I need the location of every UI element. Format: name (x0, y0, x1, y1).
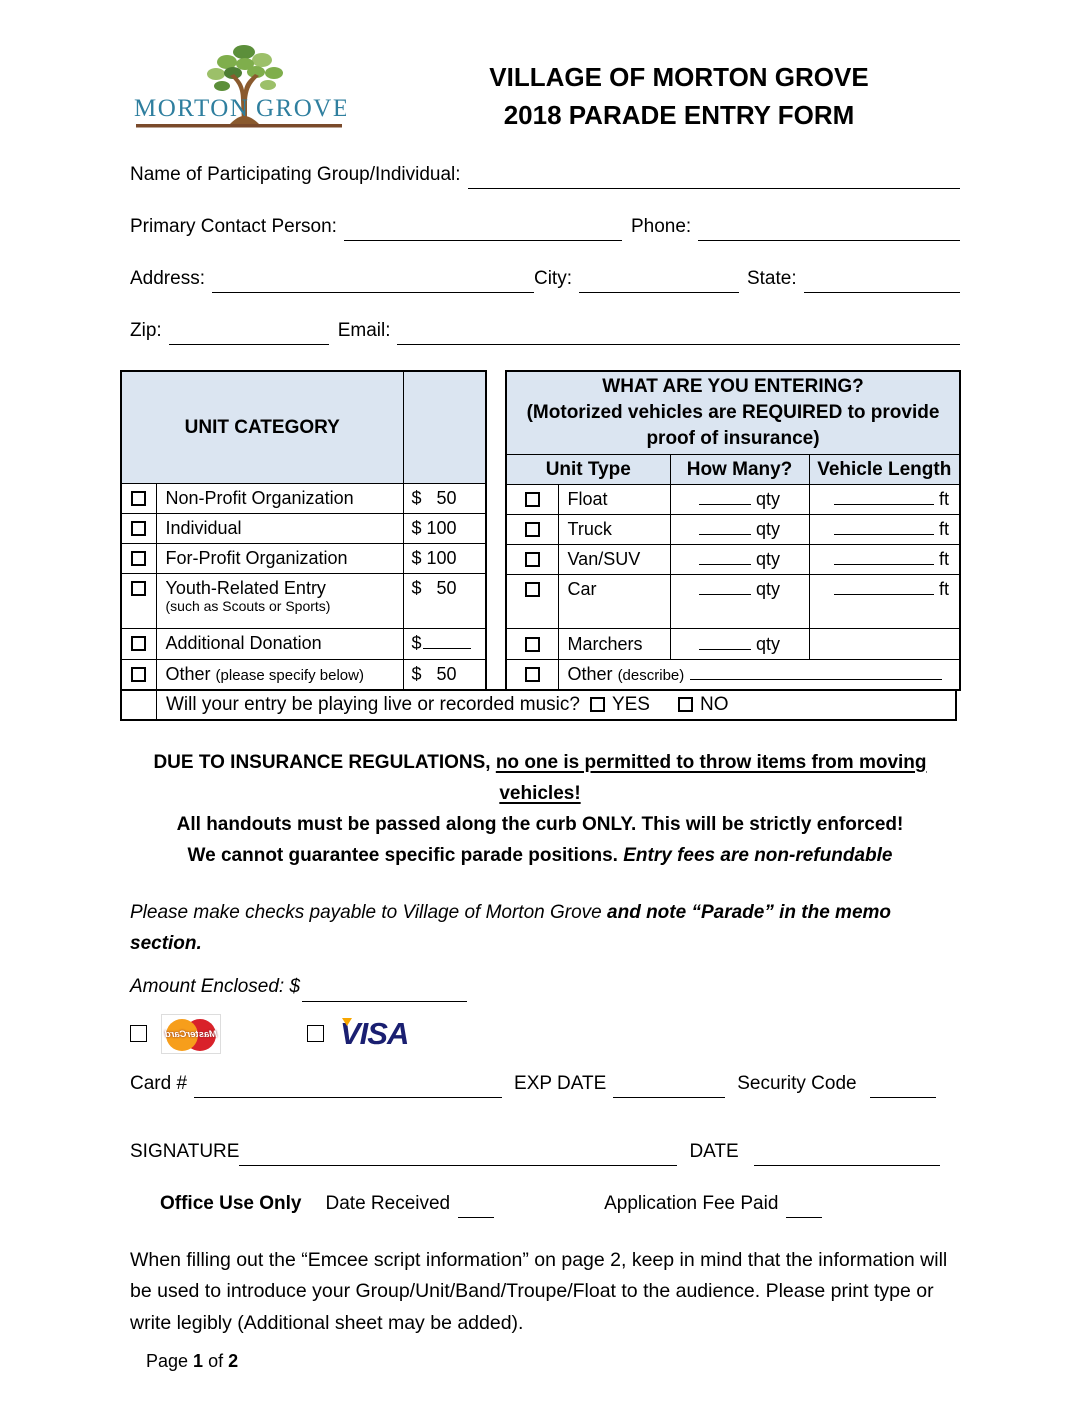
table-row (121, 574, 486, 628)
mastercard-logo: MasterCard (161, 1014, 221, 1054)
page-title (464, 40, 894, 142)
morton-grove-logo (134, 40, 346, 140)
yes-label: YES (611, 693, 650, 715)
date-received-label: Date Received (325, 1192, 451, 1214)
row-label: Truck (558, 515, 670, 545)
amount-input-line[interactable] (302, 992, 467, 1002)
primary-contact-row (130, 214, 960, 242)
table-row: Truck qty ft (506, 515, 960, 545)
row-price: $ 100 (403, 514, 486, 544)
phone-label: Phone: (630, 216, 692, 237)
checks-note: Please make checks payable to Village of Morton Grove and note “Parade” in the memo section. (130, 901, 892, 954)
page-title-line2: 2018 PARADE ENTRY FORM (503, 100, 855, 130)
row-note: (describe) (617, 666, 685, 684)
other-describe-line[interactable] (690, 666, 942, 680)
col-header-vehicle-length: Vehicle Length (809, 455, 960, 485)
insurance-notice (120, 747, 960, 871)
notice-line1: DUE TO INSURANCE REGULATIONS, no one is permitted to throw items from moving vehicles! (153, 751, 927, 804)
yes-checkbox[interactable] (590, 697, 605, 712)
security-code-label: Security Code (737, 1072, 857, 1094)
van-length-line[interactable] (834, 551, 934, 565)
email-label: Email: (337, 320, 391, 341)
notice-underlined: no one is permitted to throw items from moving vehicles! (495, 751, 927, 804)
row-price: $ 50 (403, 484, 486, 514)
primary-contact-input-line[interactable] (344, 231, 622, 241)
group-name-label: Name of Participating Group/Individual: (130, 164, 461, 185)
entering-table (505, 370, 961, 691)
donation-amount-line[interactable] (423, 635, 471, 649)
zip-input-line[interactable] (169, 335, 329, 345)
row-label: Van/SUV (558, 545, 670, 575)
checkbox-van-suv[interactable] (525, 552, 540, 567)
signature-label: SIGNATURE (130, 1140, 240, 1162)
table-row (121, 544, 486, 574)
row-label: Float (558, 485, 670, 515)
card-number-label: Card # (130, 1072, 188, 1094)
page-header (120, 40, 960, 142)
city-input-line[interactable] (579, 283, 739, 293)
row-sublabel: (such as Scouts or Sports) (165, 598, 331, 615)
truck-qty-line[interactable] (699, 521, 751, 535)
checkbox-non-profit[interactable] (131, 491, 146, 506)
notice-italic: Entry fees are non-refundable (623, 844, 893, 866)
address-input-line[interactable] (212, 283, 534, 293)
notice-line3: We cannot guarantee specific parade positions. Entry fees are non-refundable (187, 844, 893, 866)
date-input-line[interactable] (754, 1156, 940, 1166)
primary-contact-label: Primary Contact Person: (130, 216, 337, 237)
van-qty-line[interactable] (699, 551, 751, 565)
mastercard-checkbox[interactable] (130, 1025, 147, 1042)
exp-date-input-line[interactable] (613, 1088, 725, 1098)
fee-paid-label: Application Fee Paid (604, 1192, 779, 1214)
empty-cell (122, 691, 157, 719)
float-qty-line[interactable] (699, 491, 751, 505)
car-qty-line[interactable] (699, 581, 751, 595)
checkbox-other-category[interactable] (131, 667, 146, 682)
row-price: $ 100 (403, 544, 486, 574)
table-row (506, 660, 960, 690)
group-name-input-line[interactable] (468, 179, 960, 189)
row-price: $ (403, 628, 486, 659)
table-row: Marchers qty (506, 629, 960, 660)
table-row (121, 484, 486, 514)
card-logos-row (120, 1013, 960, 1055)
row-label: Youth-Related Entry (165, 578, 326, 599)
table-row (121, 628, 486, 659)
row-label: Individual (156, 514, 403, 544)
row-label: Other (165, 663, 211, 684)
group-name-row (130, 162, 960, 190)
unit-category-price-header (403, 371, 486, 484)
row-price: $ 50 (403, 659, 486, 689)
office-use-label: Office Use Only (160, 1192, 302, 1214)
no-label: NO (699, 693, 729, 715)
logo-word-grove: GROVE (256, 95, 346, 122)
col-header-how-many: How Many? (670, 455, 809, 485)
row-note: (please specify below) (215, 666, 364, 684)
page-indicator: Page 1 of 2 (146, 1351, 239, 1371)
music-question-row (120, 689, 957, 721)
checkbox-youth[interactable] (131, 581, 146, 596)
unit-category-header: UNIT CATEGORY (121, 371, 403, 484)
logo-underline (136, 124, 342, 128)
contact-fields (120, 162, 960, 346)
amount-label: Amount Enclosed: $ (130, 975, 301, 997)
state-input-line[interactable] (804, 283, 960, 293)
security-code-input-line[interactable] (870, 1088, 936, 1098)
amount-enclosed-row (120, 973, 960, 1003)
checkbox-for-profit[interactable] (131, 551, 146, 566)
visa-checkbox[interactable] (307, 1025, 324, 1042)
checks-bold: and note “Parade” in the memo section (130, 901, 892, 954)
address-label: Address: (130, 268, 205, 289)
visa-logo: VISA (340, 1014, 408, 1054)
logo-word-morton: MORTON (134, 95, 250, 122)
page-title-line1: VILLAGE OF MORTON GROVE (489, 62, 869, 92)
emcee-note: When filling out the “Emcee script information” on page 2, keep in mind that the information will be used to introduce your Group/Unit/Band/Troupe/Float to the audience. Please print type or write legibly (Additional sheet may be added). (130, 1248, 948, 1334)
exp-date-label: EXP DATE (514, 1072, 607, 1094)
checkbox-donation[interactable] (131, 636, 146, 651)
row-label: Marchers (558, 629, 670, 660)
music-question: Will your entry be playing live or recorded music? (166, 693, 580, 715)
col-header-unit-type: Unit Type (506, 455, 670, 485)
checkbox-individual[interactable] (131, 521, 146, 536)
empty-cell (809, 629, 960, 660)
row-label: Non-Profit Organization (156, 484, 403, 514)
table-row: Car qty ft (506, 575, 960, 629)
phone-input-line[interactable] (698, 231, 960, 241)
checkbox-float[interactable] (525, 492, 540, 507)
checkbox-other-unit[interactable] (525, 667, 540, 682)
signature-row (120, 1139, 960, 1167)
card-number-input-line[interactable] (194, 1088, 502, 1098)
entering-subtitle: (Motorized vehicles are REQUIRED to provide proof of insurance) (526, 402, 940, 449)
car-length-line[interactable] (834, 581, 934, 595)
office-use-row (120, 1191, 960, 1219)
logo-graphic (134, 40, 346, 140)
float-length-line[interactable] (834, 491, 934, 505)
table-row: Float qty ft (506, 485, 960, 515)
marchers-qty-line[interactable] (699, 636, 751, 650)
notice-line2: All handouts must be passed along the curb ONLY. This will be strictly enforced! (176, 813, 904, 835)
row-price: $ 50 (403, 574, 486, 628)
entering-title: WHAT ARE YOU ENTERING? (602, 376, 864, 397)
unit-category-table (120, 370, 487, 691)
state-label: State: (746, 268, 797, 289)
address-row (130, 266, 960, 294)
date-label: DATE (689, 1140, 739, 1162)
checkbox-truck[interactable] (525, 522, 540, 537)
no-checkbox[interactable] (678, 697, 693, 712)
fee-paid-line[interactable] (786, 1208, 822, 1218)
signature-input-line[interactable] (239, 1156, 677, 1166)
email-input-line[interactable] (397, 335, 960, 345)
date-received-line[interactable] (458, 1208, 494, 1218)
card-number-row (120, 1071, 960, 1099)
truck-length-line[interactable] (834, 521, 934, 535)
entry-tables (120, 370, 960, 691)
checkbox-marchers[interactable] (525, 637, 540, 652)
checkbox-car[interactable] (525, 582, 540, 597)
city-label: City: (533, 268, 572, 289)
table-row: Van/SUV qty ft (506, 545, 960, 575)
table-row (121, 514, 486, 544)
row-label: Other (567, 663, 613, 684)
zip-email-row (130, 318, 960, 346)
entering-table-header (506, 371, 960, 455)
row-label: Car (558, 575, 670, 629)
row-label: For-Profit Organization (156, 544, 403, 574)
row-label: Additional Donation (156, 628, 403, 659)
table-row (121, 659, 486, 689)
zip-label: Zip: (130, 320, 162, 341)
